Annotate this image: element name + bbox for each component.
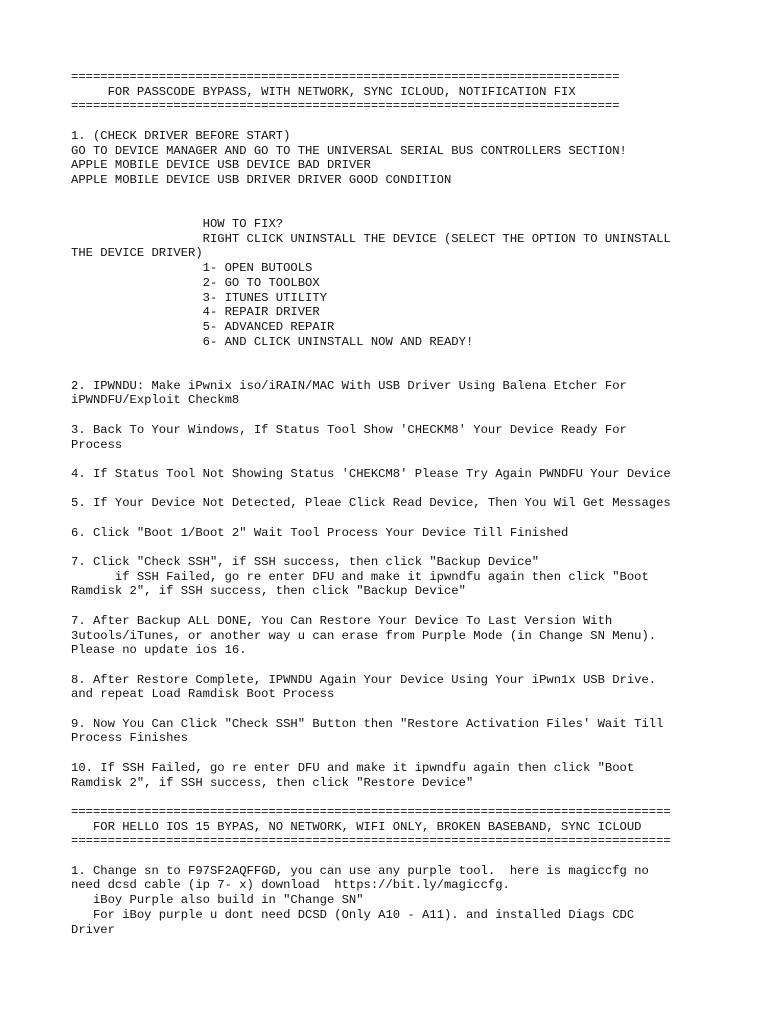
text-line: 7. Click "Check SSH", if SSH success, then click "Backup Device" bbox=[71, 555, 540, 570]
text-line: GO TO DEVICE MANAGER AND GO TO THE UNIVERSAL SERIAL BUS CONTROLLERS SECTION! bbox=[71, 143, 627, 158]
text-line: and repeat Load Ramdisk Boot Process bbox=[71, 687, 335, 702]
step-2-block bbox=[71, 379, 768, 408]
text-line: 10. If SSH Failed, go re enter DFU and make it ipwndfu again then click "Boot bbox=[71, 760, 635, 775]
section-title: FOR PASSCODE BYPASS, WITH NETWORK, SYNC ICLOUD, NOTIFICATION FIX bbox=[71, 84, 576, 99]
step-7b-block bbox=[71, 614, 768, 658]
text-line: RIGHT CLICK UNINSTALL THE DEVICE (SELECT THE OPTION TO UNINSTALL bbox=[71, 231, 671, 246]
text-line: 6. Click "Boot 1/Boot 2" Wait Tool Process Your Device Till Finished bbox=[71, 525, 569, 540]
step-10-block bbox=[71, 761, 768, 790]
section-2-rule-top: ================================================================================== bbox=[71, 804, 671, 819]
text-line: 3. Back To Your Windows, If Status Tool Show 'CHECKM8' Your Device Ready For bbox=[71, 422, 627, 437]
text-line: 1. Change sn to F97SF2AQFFGD, you can use any purple tool. here is magiccfg no bbox=[71, 863, 649, 878]
step-6-block bbox=[71, 526, 768, 541]
step-3-block bbox=[71, 423, 768, 452]
text-line: Process Finishes bbox=[71, 731, 189, 746]
text-line: APPLE MOBILE DEVICE USB DRIVER DRIVER GOOD CONDITION bbox=[71, 172, 452, 187]
text-line: 9. Now You Can Click "Check SSH" Button then "Restore Activation Files' Wait Till bbox=[71, 716, 664, 731]
text-line: 7. After Backup ALL DONE, You Can Restore Your Device To Last Version With bbox=[71, 613, 613, 628]
how-to-fix-block bbox=[71, 217, 768, 349]
text-line: 5. If Your Device Not Detected, Pleae Click Read Device, Then You Wil Get Messages bbox=[71, 496, 671, 511]
step-5-block bbox=[71, 496, 768, 511]
step-7-block bbox=[71, 555, 768, 599]
section-2-step-1-block bbox=[71, 864, 768, 938]
text-line: 1. (CHECK DRIVER BEFORE START) bbox=[71, 128, 291, 143]
text-line: if SSH Failed, go re enter DFU and make it ipwndfu again then click "Boot bbox=[71, 569, 649, 584]
text-line: need dcsd cable (ip 7- x) download https://bit.ly/magiccfg. bbox=[71, 878, 510, 893]
section-2-title: FOR HELLO IOS 15 BYPAS, NO NETWORK, WIFI ONLY, BROKEN BASEBAND, SYNC ICLOUD bbox=[71, 819, 642, 834]
text-line: iPWNDFU/Exploit Checkm8 bbox=[71, 393, 240, 408]
text-line: 3utools/iTunes, or another way u can erase from Purple Mode (in Change SN Menu). bbox=[71, 628, 657, 643]
step-4-block bbox=[71, 467, 768, 482]
text-line: 5- ADVANCED REPAIR bbox=[71, 319, 335, 334]
text-line: 3- ITUNES UTILITY bbox=[71, 290, 327, 305]
text-line: 2. IPWNDU: Make iPwnix iso/iRAIN/MAC With USB Driver Using Balena Etcher For bbox=[71, 378, 627, 393]
text-line: 8. After Restore Complete, IPWNDU Again Your Device Using Your iPwn1x USB Drive. bbox=[71, 672, 657, 687]
text-line: Process bbox=[71, 437, 123, 452]
text-line: Please no update ios 16. bbox=[71, 643, 247, 658]
text-line: 1- OPEN BUTOOLS bbox=[71, 261, 313, 276]
text-line: 4. If Status Tool Not Showing Status 'CHEKCM8' Please Try Again PWNDFU Your Device bbox=[71, 466, 671, 481]
text-line: 2- GO TO TOOLBOX bbox=[71, 275, 320, 290]
text-line: APPLE MOBILE DEVICE USB DEVICE BAD DRIVER bbox=[71, 158, 371, 173]
text-line: THE DEVICE DRIVER) bbox=[71, 246, 203, 261]
section-rule-bottom: =========================================================================== bbox=[71, 99, 620, 114]
text-line: Ramdisk 2", if SSH success, then click "Restore Device" bbox=[71, 775, 474, 790]
text-line: 6- AND CLICK UNINSTALL NOW AND READY! bbox=[71, 334, 474, 349]
text-line: HOW TO FIX? bbox=[71, 217, 284, 231]
text-line: Driver bbox=[71, 922, 115, 937]
section-rule-top: =========================================================================== bbox=[71, 70, 620, 84]
step-8-block bbox=[71, 673, 768, 702]
text-line: iBoy Purple also build in "Change SN" bbox=[71, 893, 364, 908]
text-line: 4- REPAIR DRIVER bbox=[71, 305, 320, 320]
section-2-rule-bottom: ================================================================================== bbox=[71, 834, 671, 849]
step-1-block bbox=[71, 129, 768, 188]
text-line: Ramdisk 2", if SSH success, then click "Backup Device" bbox=[71, 584, 466, 599]
step-9-block bbox=[71, 717, 768, 746]
text-line: For iBoy purple u dont need DCSD (Only A10 - A11). and installed Diags CDC bbox=[71, 907, 635, 922]
